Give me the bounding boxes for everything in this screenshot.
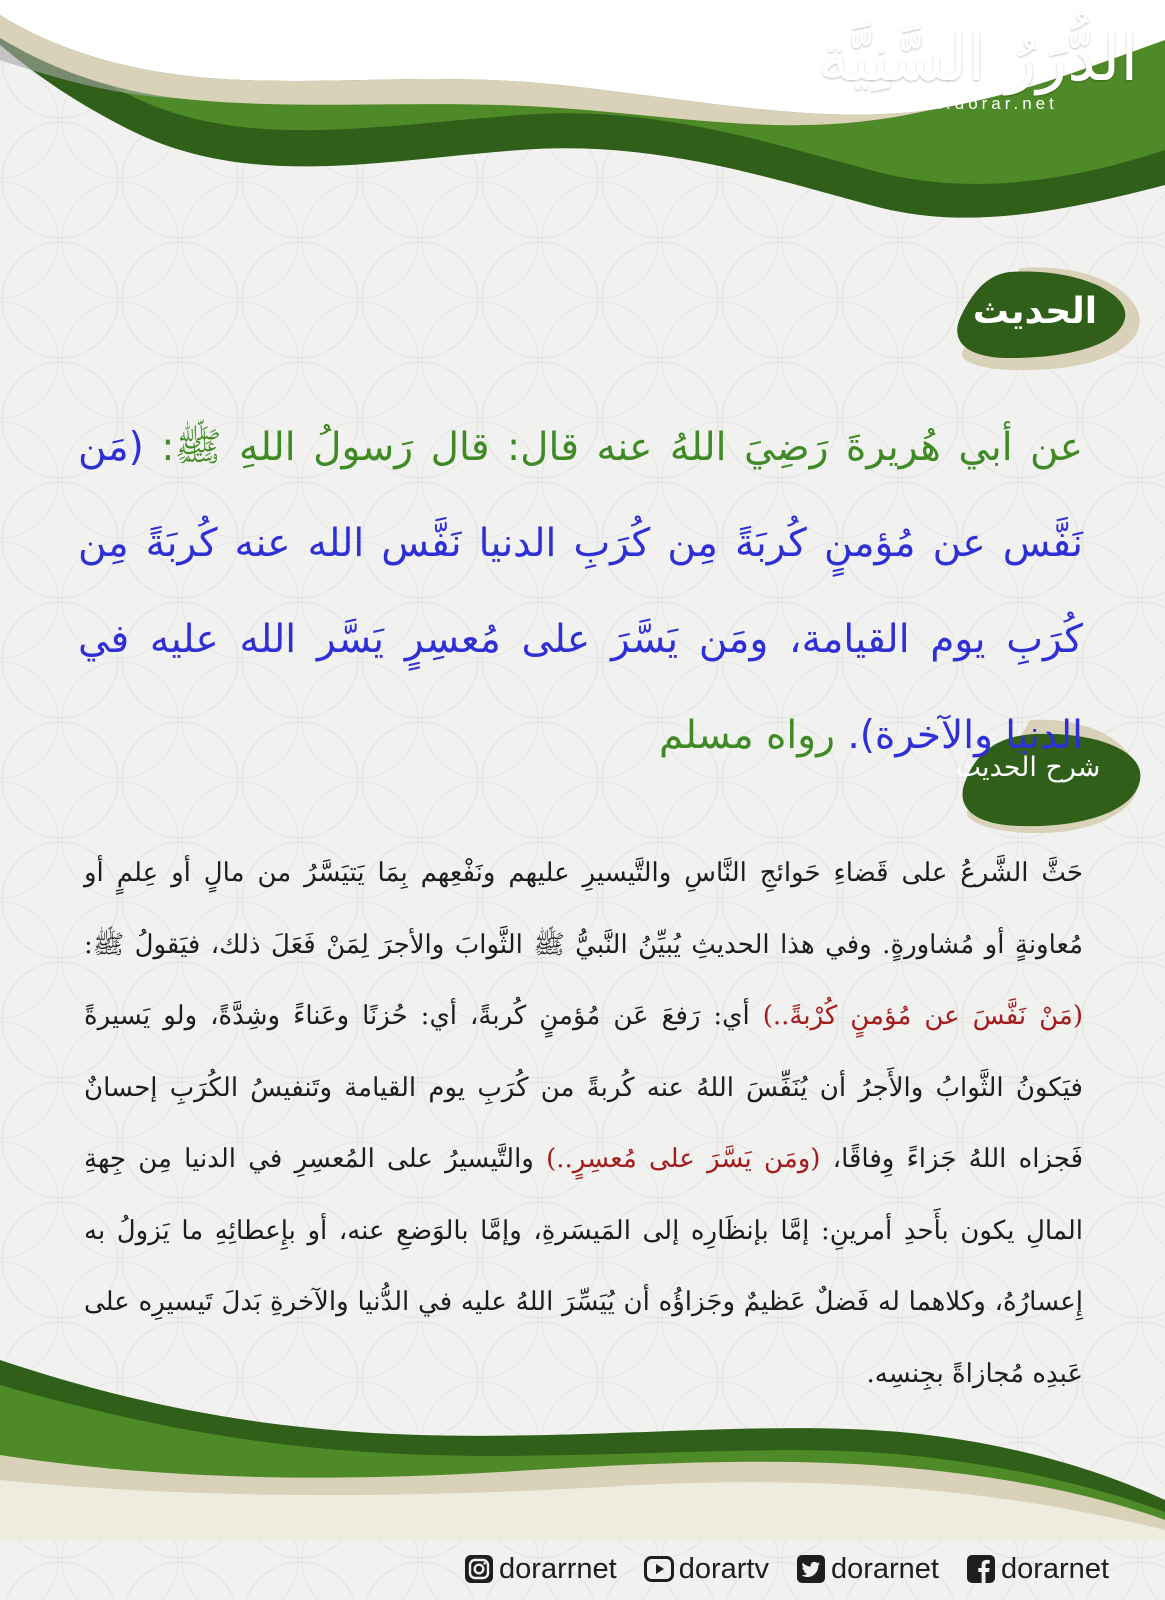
- sharh-title: شرح الحديث: [955, 752, 1101, 783]
- hadith-body: (مَن نَفَّس عن مُؤمنٍ كُربَةً مِن كُرَبِ الدنيا نَفَّس الله عنه كُربَةً مِن كُرَبِ يوم القيامة، ومَن يَسَّرَ على مُعسِرٍ يَسَّر الله عليه في الدنيا والآخرة).: [78, 425, 1083, 758]
- social-facebook[interactable]: [965, 1553, 1109, 1586]
- facebook-icon: [965, 1553, 997, 1585]
- logo-title: الدُّرَرُ السَّنِيَّة: [817, 22, 1139, 96]
- social-instagram[interactable]: [463, 1553, 617, 1586]
- social-instagram-label: dorarrnet: [499, 1552, 617, 1585]
- social-youtube[interactable]: [643, 1553, 769, 1586]
- hadith-title: الحديث: [972, 291, 1098, 332]
- social-youtube-label: dorartv: [678, 1552, 769, 1585]
- social-links: [463, 1548, 1109, 1590]
- hadith-source: رواه مسلم: [659, 713, 848, 758]
- social-twitter[interactable]: [795, 1553, 939, 1586]
- footer-wave: [0, 1360, 1165, 1540]
- instagram-icon: [463, 1553, 495, 1585]
- sharh-quote-2: (ومَن يَسَّرَ على مُعسِرٍ..): [546, 1144, 821, 1174]
- sharh-part-2: أي: رَفعَ عَن مُؤمنٍ كُربةً، أي: حُزنًا وعَناءً وشِدَّةً، ولو يَسيرةً فيَكونُ الثَّوابُ والأَجرُ أن يُنَفِّسَ اللهُ عنه كُربةً من كُرَبِ يوم القيامة وتَنفيسُ الكُرَبِ إحسانٌ فَجزاه اللهُ جَزاءً وِفاقًا،: [84, 1001, 1083, 1174]
- hadith-text: [78, 400, 1083, 784]
- sharh-part-3: والتَّيسيرُ على المُعسِرِ في الدنيا مِن جِهةِ المالِ يكون بأَحدِ أمرينِ: إمَّا بإنظَارِه إلى المَيسَرةِ، وإمَّا بالوَضعِ عنه، أو بإِعطائِهِ ما يَزولُ به إِعسارُهُ، وكلاهما له فَضلٌ عَظيمٌ وجَزاؤُه أن يُيَسِّرَ اللهُ عليه في الدُّنيا والآخرةِ بَدلَ تَيسيرِه على عَبدِه مُجازاةً بجِنسِه.: [84, 1144, 1083, 1389]
- hadith-intro: عن أبي هُريرةَ رَضِيَ اللهُ عنه قال: قال رَسولُ اللهِ ﷺ:: [143, 425, 1083, 470]
- sharh-part-1: حَثَّ الشَّرعُ على قَضاءِ حَوائجِ النَّاسِ والتَّيسيرِ عليهم ونَفْعِهم بِمَا يَتيَسَّرُ من مالٍ أو عِلمٍ أو مُعاونةٍ أو مُشاورةٍ. وفي هذا الحديثِ يُبيِّنُ النَّبيُّ ﷺ الثَّوابَ والأجرَ لِمَنْ فَعَلَ ذلك، فيَقولُ ﷺ:: [84, 858, 1083, 960]
- sharh-quote-1: (مَنْ نَفَّسَ عن مُؤمنٍ كُرْبةً..): [762, 1001, 1083, 1031]
- social-twitter-label: dorarnet: [830, 1552, 939, 1585]
- twitter-icon: [795, 1553, 827, 1585]
- social-facebook-label: dorarnet: [1000, 1552, 1109, 1585]
- sharh-text: [84, 838, 1083, 1410]
- logo-url: www.dorar.net: [898, 94, 1058, 113]
- youtube-icon: [643, 1553, 675, 1585]
